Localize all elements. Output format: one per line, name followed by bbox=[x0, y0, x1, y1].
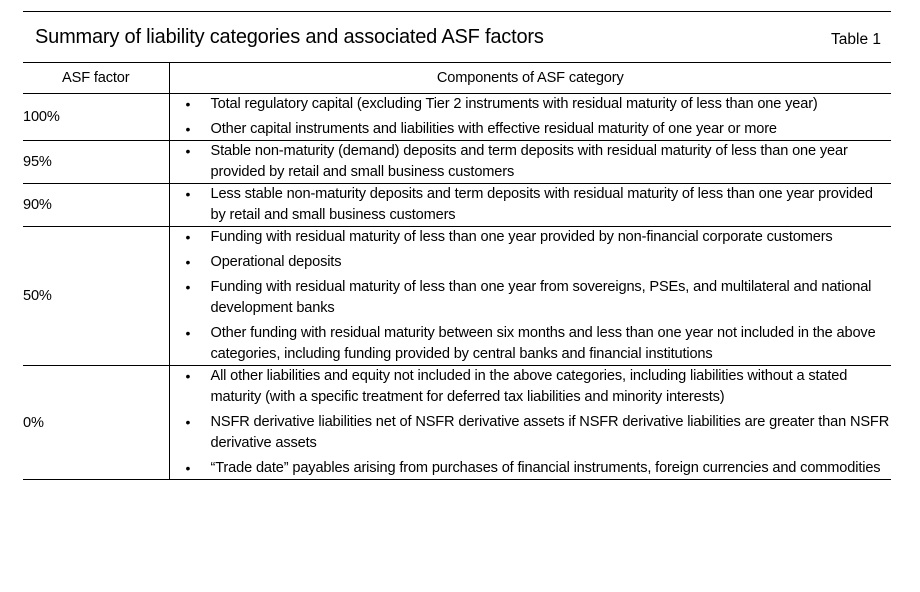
component-list bbox=[170, 184, 892, 226]
asf-table bbox=[23, 62, 891, 480]
list-item bbox=[170, 412, 892, 454]
list-item bbox=[170, 366, 892, 408]
component-list bbox=[170, 366, 892, 479]
bullet-icon: • bbox=[185, 279, 191, 295]
table-row bbox=[23, 184, 891, 227]
table-body bbox=[23, 94, 891, 480]
bullet-icon: • bbox=[185, 325, 191, 341]
list-item-text: NSFR derivative liabilities net of NSFR derivative assets if NSFR derivative liabilities are greater than NSFR derivative assets bbox=[210, 414, 890, 451]
list-item bbox=[170, 252, 892, 273]
components-cell bbox=[169, 184, 891, 227]
list-item-text: All other liabilities and equity not included in the above categories, including liabilities without a stated maturity (with a specific treatment for deferred tax liabilities and minority interests) bbox=[210, 368, 848, 405]
asf-factor-cell: 95% bbox=[23, 141, 169, 184]
list-item-text: Funding with residual maturity of less than one year provided by non-financial corporate customers bbox=[210, 229, 833, 245]
bullet-icon: • bbox=[185, 143, 191, 159]
list-item bbox=[170, 227, 892, 248]
components-cell bbox=[169, 141, 891, 184]
list-item bbox=[170, 458, 892, 479]
list-item-text: Total regulatory capital (excluding Tier 2 instruments with residual maturity of less than one year) bbox=[210, 96, 818, 112]
list-item bbox=[170, 94, 892, 115]
asf-factor-cell: 100% bbox=[23, 94, 169, 141]
component-list bbox=[170, 227, 892, 365]
list-item bbox=[170, 119, 892, 140]
list-item-text: Funding with residual maturity of less than one year from sovereigns, PSEs, and multilateral and national development banks bbox=[210, 279, 872, 316]
bullet-icon: • bbox=[185, 460, 191, 476]
list-item bbox=[170, 141, 892, 183]
bullet-icon: • bbox=[185, 229, 191, 245]
list-item-text: Less stable non-maturity deposits and term deposits with residual maturity of less than one year provided by retail and small business customers bbox=[210, 186, 873, 223]
list-item bbox=[170, 323, 892, 365]
column-header-components: Components of ASF category bbox=[169, 63, 891, 94]
asf-factor-cell: 0% bbox=[23, 366, 169, 480]
bullet-icon: • bbox=[185, 368, 191, 384]
asf-factor-cell: 90% bbox=[23, 184, 169, 227]
list-item bbox=[170, 184, 892, 226]
table-row bbox=[23, 366, 891, 480]
component-list bbox=[170, 94, 892, 140]
column-header-asf-factor: ASF factor bbox=[23, 63, 169, 94]
components-cell bbox=[169, 227, 891, 366]
list-item-text: Other funding with residual maturity between six months and less than one year not included in the above categories, including funding provided by central banks and financial institutions bbox=[210, 325, 876, 362]
list-item-text: Stable non-maturity (demand) deposits and term deposits with residual maturity of less than one year provided by retail and small business customers bbox=[210, 143, 848, 180]
component-list bbox=[170, 141, 892, 183]
list-item-text: Operational deposits bbox=[210, 254, 342, 270]
header-row bbox=[23, 63, 891, 94]
bullet-icon: • bbox=[185, 96, 191, 112]
table-number-label: Table 1 bbox=[831, 31, 881, 48]
components-cell bbox=[169, 366, 891, 480]
table-row bbox=[23, 94, 891, 141]
list-item-text: “Trade date” payables arising from purchases of financial instruments, foreign currencies and commodities bbox=[210, 460, 881, 476]
bullet-icon: • bbox=[185, 121, 191, 137]
table-title: Summary of liability categories and associated ASF factors bbox=[35, 26, 544, 48]
bullet-icon: • bbox=[185, 186, 191, 202]
asf-factor-cell: 50% bbox=[23, 227, 169, 366]
components-cell bbox=[169, 94, 891, 141]
bullet-icon: • bbox=[185, 414, 191, 430]
table-row bbox=[23, 141, 891, 184]
table-row bbox=[23, 227, 891, 366]
document bbox=[23, 11, 891, 480]
title-bar bbox=[23, 11, 891, 62]
list-item bbox=[170, 277, 892, 319]
list-item-text: Other capital instruments and liabilities with effective residual maturity of one year or more bbox=[210, 121, 777, 137]
bullet-icon: • bbox=[185, 254, 191, 270]
